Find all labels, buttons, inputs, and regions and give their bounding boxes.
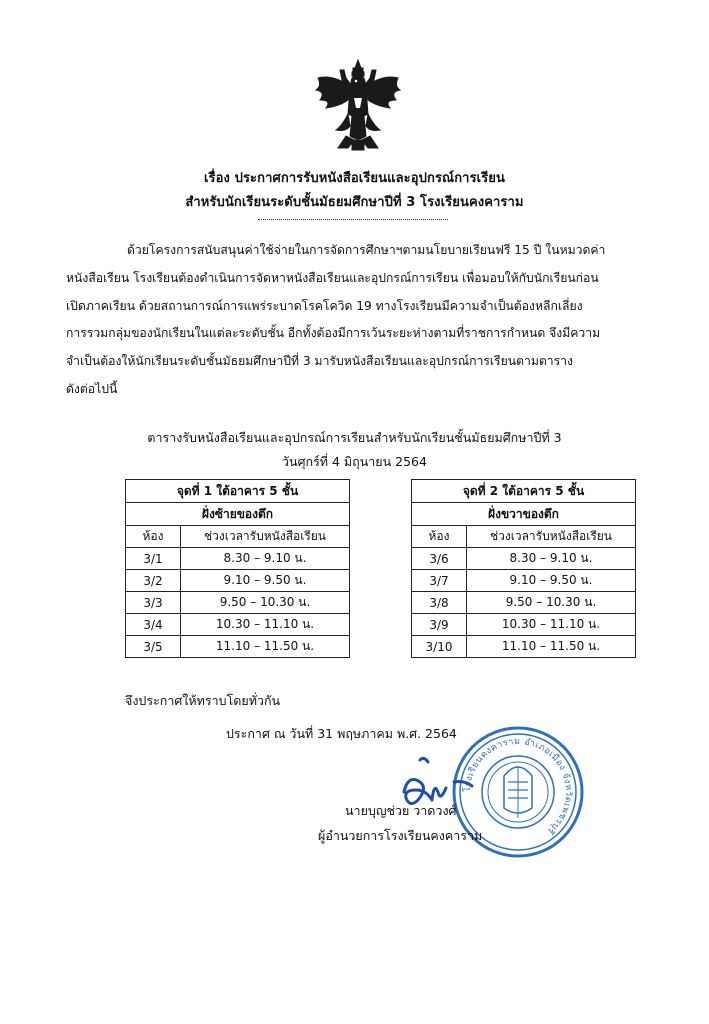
- paragraph-line: ด้วยโครงการสนับสนุนค่าใช้จ่ายในการจัดการศึกษาฯตามนโยบายเรียนฟรี 15 ปี ในหมวดค่า: [127, 243, 606, 257]
- paragraph-line: จำเป็นต้องให้นักเรียนระดับชั้นมัธยมศึกษาปีที่ 3 มารับหนังสือเรียนและอุปกรณ์การเรียนตามตาราง: [66, 354, 573, 368]
- table-row: [412, 570, 636, 592]
- table-row: [412, 592, 636, 614]
- table-header-title: จุดที่ 2 ใต้อาคาร 5 ชั้น: [412, 480, 636, 503]
- garuda-emblem-icon: [312, 56, 404, 154]
- time-cell: 9.50 – 10.30 น.: [181, 592, 350, 614]
- time-cell: 8.30 – 9.10 น.: [467, 548, 636, 570]
- schedule-date: วันศุกร์ที่ 4 มิถุนายน 2564: [282, 454, 427, 469]
- column-header-room: ห้อง: [412, 526, 467, 548]
- table-header-side: ฝั่งซ้ายของตึก: [126, 503, 350, 526]
- table-row: [412, 548, 636, 570]
- table-row: [126, 614, 350, 636]
- time-cell: 9.10 – 9.50 น.: [467, 570, 636, 592]
- room-cell: 3/5: [126, 636, 181, 658]
- time-cell: 10.30 – 11.10 น.: [181, 614, 350, 636]
- table-row: [126, 636, 350, 658]
- room-cell: 3/2: [126, 570, 181, 592]
- table-row: [126, 548, 350, 570]
- column-header-time: ช่วงเวลารับหนังสือเรียน: [181, 526, 350, 548]
- room-cell: 3/9: [412, 614, 467, 636]
- signer-name: นายบุญช่วย วาดวงศ์: [345, 803, 457, 818]
- document-title-line-2: สำหรับนักเรียนระดับชั้นมัธยมศึกษาปีที่ 3 โรงเรียนคงคาราม: [185, 195, 524, 210]
- time-cell: 8.30 – 9.10 น.: [181, 548, 350, 570]
- signer-position: ผู้อำนวยการโรงเรียนคงคาราม: [318, 828, 483, 843]
- seal-text: โรงเรียนคงคาราม อำเภอเมือง จังหวัดเพชรบุรี: [462, 736, 574, 836]
- table-row: [126, 592, 350, 614]
- room-cell: 3/4: [126, 614, 181, 636]
- title-divider: [258, 219, 448, 220]
- room-cell: 3/3: [126, 592, 181, 614]
- room-cell: 3/7: [412, 570, 467, 592]
- paragraph-line: หนังสือเรียน โรงเรียนต้องดำเนินการจัดหาหนังสือเรียนและอุปกรณ์การเรียน เพื่อมอบให้กับนักเรียนก่อน: [66, 271, 599, 285]
- schedule-caption: ตารางรับหนังสือเรียนและอุปกรณ์การเรียนสำหรับนักเรียนชั้นมัธยมศึกษาปีที่ 3: [147, 430, 562, 445]
- column-header-room: ห้อง: [126, 526, 181, 548]
- paragraph-line: การรวมกลุ่มของนักเรียนในแต่ละระดับชั้น อีกทั้งต้องมีการเว้นระยะห่างตามที่ราชการกำหนด จึงมีความ: [66, 326, 601, 340]
- closing-statement: จึงประกาศให้ทราบโดยทั่วกัน: [125, 693, 281, 708]
- paragraph-line: ดังต่อไปนี้: [66, 382, 118, 396]
- table-row: [412, 636, 636, 658]
- room-cell: 3/6: [412, 548, 467, 570]
- room-cell: 3/8: [412, 592, 467, 614]
- paragraph-line: เปิดภาคเรียน ด้วยสถานการณ์การแพร่ระบาดโรคโควิด 19 ทางโรงเรียนมีความจำเป็นต้องหลีกเลี่ยง: [66, 299, 583, 313]
- document-title-line-1: เรื่อง ประกาศการรับหนังสือเรียนและอุปกรณ์การเรียน: [204, 171, 505, 186]
- room-cell: 3/1: [126, 548, 181, 570]
- time-cell: 10.30 – 11.10 น.: [467, 614, 636, 636]
- time-cell: 9.10 – 9.50 น.: [181, 570, 350, 592]
- column-header-time: ช่วงเวลารับหนังสือเรียน: [467, 526, 636, 548]
- table-row: [412, 614, 636, 636]
- time-cell: 11.10 – 11.50 น.: [467, 636, 636, 658]
- table-header-side: ฝั่งขวาของตึก: [412, 503, 636, 526]
- table-header-title: จุดที่ 1 ใต้อาคาร 5 ชั้น: [126, 480, 350, 503]
- room-cell: 3/10: [412, 636, 467, 658]
- time-cell: 11.10 – 11.50 น.: [181, 636, 350, 658]
- schedule-table-point-2: [411, 479, 636, 658]
- time-cell: 9.50 – 10.30 น.: [467, 592, 636, 614]
- announcement-date: ประกาศ ณ วันที่ 31 พฤษภาคม พ.ศ. 2564: [226, 726, 457, 741]
- schedule-table-point-1: [125, 479, 350, 658]
- table-row: [126, 570, 350, 592]
